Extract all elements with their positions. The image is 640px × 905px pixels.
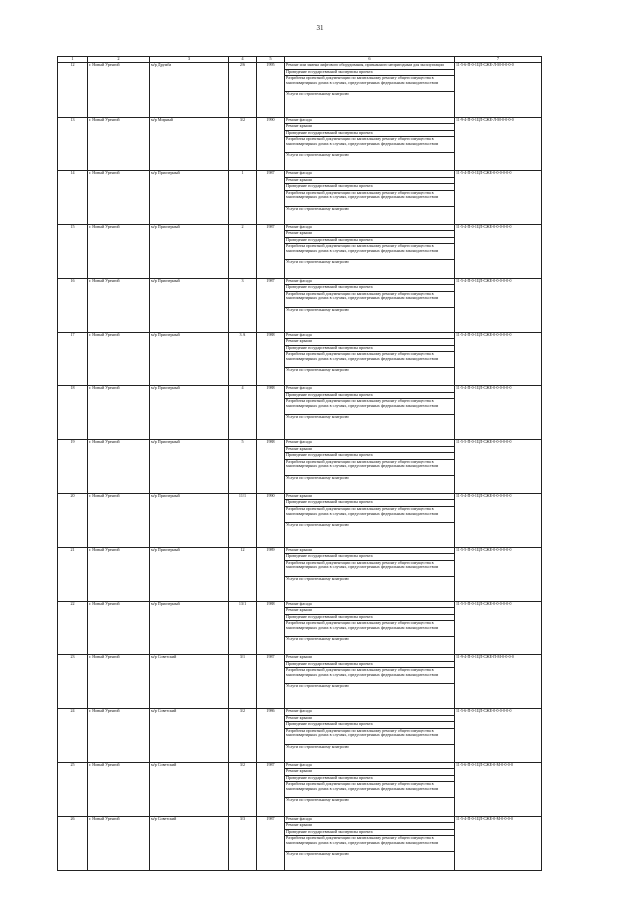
- address-cell: м/р Советский: [150, 655, 229, 709]
- city-cell: г. Новый Уренгой: [88, 493, 150, 547]
- house-number-cell: 3/1: [229, 655, 257, 709]
- work-item: Услуги по строительному контролю: [286, 367, 349, 373]
- build-year-cell: 1988: [257, 332, 285, 386]
- code-cell: 11-9-4-П-0-1ЦЛ-СЖЕ-П-М-0-0-0-0: [455, 655, 542, 709]
- row-number: 15: [58, 224, 88, 278]
- row-number: 14: [58, 171, 88, 225]
- build-year-cell: 1990: [257, 493, 285, 547]
- works-cell: [285, 816, 455, 870]
- works-cell: [285, 63, 455, 118]
- works-cell: [285, 655, 455, 709]
- code-cell: 11-5-5-П-0-1ЦЛ-СЖЕ-0-0-0-0-0-0: [455, 440, 542, 494]
- house-number-cell: 2: [229, 224, 257, 278]
- work-item: Услуги по строительному контролю: [286, 683, 349, 689]
- works-cell: [285, 440, 455, 494]
- work-item: Ремонт фасада: [285, 763, 454, 770]
- city-cell: г. Новый Уренгой: [88, 386, 150, 440]
- build-year-cell: 1995: [257, 63, 285, 118]
- work-item: Разработка проектной документации по капитальному ремонту общего имущества в многоквартирных домах в случаях, предусмотренных федеральным законодательством: [285, 292, 454, 308]
- work-item: Проведение государственной экспертизы проекта: [285, 776, 454, 783]
- work-item: Услуги по строительному контролю: [286, 306, 349, 312]
- work-item: Разработка проектной документации по капитальному ремонту общего имущества в многоквартирных домах в случаях, предусмотренных федеральным законодательством: [285, 561, 454, 577]
- works-cell: [285, 762, 455, 816]
- work-item: Разработка проектной документации по капитальному ремонту общего имущества в многоквартирных домах в случаях, предусмотренных федеральным законодательством: [285, 244, 454, 260]
- address-cell: м/р Дружба: [150, 63, 229, 118]
- work-item: Ремонт фасада: [285, 118, 454, 125]
- work-item: Проведение государственной экспертизы проекта: [285, 500, 454, 507]
- work-item: Проведение государственной экспертизы проекта: [285, 722, 454, 729]
- work-item: Проведение государственной экспертизы проекта: [285, 662, 454, 669]
- code-cell: 11-5-4-П-0-1ЦЛ-СЖЕ-0-0-0-0-0-0: [455, 386, 542, 440]
- work-item: Проведение государственной экспертизы проекта: [285, 554, 454, 561]
- works-cell: [285, 386, 455, 440]
- work-item: Ремонт крыши: [285, 231, 454, 238]
- address-cell: м/р Приозерный: [150, 278, 229, 332]
- works-cell: [285, 601, 455, 655]
- build-year-cell: 1990: [257, 117, 285, 171]
- work-item: Ремонт крыши: [285, 494, 454, 501]
- city-cell: г. Новый Уренгой: [88, 655, 150, 709]
- build-year-cell: 1988: [257, 440, 285, 494]
- city-cell: г. Новый Уренгой: [88, 709, 150, 763]
- table-row: [58, 386, 542, 440]
- code-cell: 11-5-5-П-0-1ЦЛ-СЖЕ-0-0-0-0-0-0: [455, 547, 542, 601]
- work-item: Услуги по строительному контролю: [286, 851, 349, 857]
- work-item: Проведение государственной экспертизы проекта: [285, 393, 454, 400]
- work-item: Ремонт фасада: [285, 602, 454, 609]
- row-number: 21: [58, 547, 88, 601]
- work-item: Ремонт фасада: [285, 817, 454, 824]
- build-year-cell: 1986: [257, 709, 285, 763]
- code-cell: 11-5-4-П-0-1ЦЛ-СЖЕ-0-М-0-0-0-0: [455, 816, 542, 870]
- work-item: Ремонт фасада: [285, 440, 454, 447]
- work-item: Проведение государственной экспертизы проекта: [285, 238, 454, 245]
- work-item: Ремонт фасада: [285, 279, 454, 286]
- table-row: [58, 709, 542, 763]
- house-number-cell: 3/2: [229, 709, 257, 763]
- table-row: [58, 440, 542, 494]
- table-row: [58, 171, 542, 225]
- table-row: [58, 493, 542, 547]
- row-number: 24: [58, 709, 88, 763]
- work-item: Проведение государственной экспертизы проекта: [285, 285, 454, 292]
- row-number: 25: [58, 762, 88, 816]
- work-item: Разработка проектной документации по капитальному ремонту общего имущества в многоквартирных домах в случаях, предусмотренных федеральным законодательством: [285, 668, 454, 684]
- work-item: Услуги по строительному контролю: [286, 414, 349, 420]
- work-item: Проведение государственной экспертизы проекта: [285, 615, 454, 622]
- table-row: [58, 547, 542, 601]
- column-header: 5: [257, 57, 285, 63]
- build-year-cell: 1988: [257, 601, 285, 655]
- build-year-cell: 1988: [257, 386, 285, 440]
- work-item: Разработка проектной документации по капитальному ремонту общего имущества в многоквартирных домах в случаях, предусмотренных федеральным законодательством: [285, 399, 454, 415]
- table-row: [58, 117, 542, 171]
- table-row: [58, 816, 542, 870]
- address-cell: м/р Приозерный: [150, 332, 229, 386]
- work-item: Разработка проектной документации по капитальному ремонту общего имущества в многоквартирных домах в случаях, предусмотренных федеральным законодательством: [285, 836, 454, 852]
- house-number-cell: 12: [229, 547, 257, 601]
- house-number-cell: 2/6: [229, 63, 257, 118]
- row-number: 18: [58, 386, 88, 440]
- code-cell: 11-5-5-П-0-1ЦЛ-СЖЕ-0-0-0-0-0-0: [455, 601, 542, 655]
- work-item: Ремонт крыши: [285, 548, 454, 555]
- house-number-cell: 13/1: [229, 601, 257, 655]
- code-cell: 11-5-6-П-0-1ЦЛ-СЖЕ-0-0-0-0-0-0: [455, 709, 542, 763]
- build-year-cell: 1987: [257, 816, 285, 870]
- house-number-cell: 3/2: [229, 117, 257, 171]
- house-number-cell: 11/1: [229, 493, 257, 547]
- city-cell: г. Новый Уренгой: [88, 63, 150, 118]
- work-item: Проведение государственной экспертизы проекта: [285, 70, 454, 77]
- works-cell: [285, 224, 455, 278]
- work-item: Ремонт фасада: [285, 225, 454, 232]
- work-item: Услуги по строительному контролю: [286, 636, 349, 642]
- address-cell: м/р Мирный: [150, 117, 229, 171]
- work-item: Ремонт крыши: [285, 178, 454, 185]
- work-item: Проведение государственной экспертизы проекта: [285, 453, 454, 460]
- work-item: Ремонт фасада: [285, 171, 454, 178]
- house-number-cell: 3/3: [229, 816, 257, 870]
- house-number-cell: 5: [229, 440, 257, 494]
- works-cell: [285, 493, 455, 547]
- work-item: Услуги по строительному контролю: [286, 521, 349, 527]
- work-item: Услуги по строительному контролю: [286, 152, 349, 157]
- works-cell: [285, 171, 455, 225]
- address-cell: м/р Приозерный: [150, 547, 229, 601]
- work-item: Ремонт или замена лифтового оборудования, признанного непригодным для эксплуатации: [285, 63, 454, 70]
- work-item: Проведение государственной экспертизы проекта: [285, 830, 454, 837]
- work-item: Разработка проектной документации по капитальному ремонту общего имущества в многоквартирных домах в случаях, предусмотренных федеральным законодательством: [285, 191, 454, 207]
- work-item: Разработка проектной документации по капитальному ремонту общего имущества в многоквартирных домах в случаях, предусмотренных федеральным законодательством: [285, 729, 454, 745]
- city-cell: г. Новый Уренгой: [88, 332, 150, 386]
- build-year-cell: 1987: [257, 762, 285, 816]
- work-item: Ремонт крыши: [285, 655, 454, 662]
- work-item: Услуги по строительному контролю: [286, 91, 349, 96]
- works-cell: [285, 278, 455, 332]
- address-cell: м/р Приозерный: [150, 493, 229, 547]
- row-number: 17: [58, 332, 88, 386]
- city-cell: г. Новый Уренгой: [88, 117, 150, 171]
- repair-register-table: [57, 56, 542, 871]
- column-header: 3: [150, 57, 229, 63]
- address-cell: м/р Приозерный: [150, 224, 229, 278]
- address-cell: м/р Советский: [150, 762, 229, 816]
- build-year-cell: 1987: [257, 655, 285, 709]
- code-cell: 11-5-4-П-0-1ЦЛ-СЖЕ-0-0-0-0-0-0: [455, 224, 542, 278]
- column-header: 1: [58, 57, 88, 63]
- row-number: 22: [58, 601, 88, 655]
- work-item: Ремонт фасада: [285, 386, 454, 393]
- city-cell: г. Новый Уренгой: [88, 816, 150, 870]
- work-item: Разработка проектной документации по капитальному ремонту общего имущества в многоквартирных домах в случаях, предусмотренных федеральным законодательством: [285, 76, 454, 92]
- work-item: Ремонт фасада: [285, 333, 454, 340]
- code-cell: 11-5-4-П-0-1ЦЛ-СЖЕ-0-0-0-0-0-0: [455, 171, 542, 225]
- build-year-cell: 1987: [257, 278, 285, 332]
- row-number: 19: [58, 440, 88, 494]
- work-item: Ремонт крыши: [285, 447, 454, 454]
- work-item: Разработка проектной документации по капитальному ремонту общего имущества в многоквартирных домах в случаях, предусмотренных федеральным законодательством: [285, 352, 454, 368]
- address-cell: м/р Советский: [150, 816, 229, 870]
- work-item: Ремонт крыши: [285, 716, 454, 723]
- house-number-cell: 3/2: [229, 762, 257, 816]
- row-number: 20: [58, 493, 88, 547]
- house-number-cell: 1: [229, 171, 257, 225]
- table-row: [58, 601, 542, 655]
- work-item: Ремонт крыши: [285, 823, 454, 830]
- work-item: Услуги по строительному контролю: [286, 205, 349, 211]
- address-cell: м/р Приозерный: [150, 386, 229, 440]
- table-row: [58, 224, 542, 278]
- city-cell: г. Новый Уренгой: [88, 762, 150, 816]
- row-number: 12: [58, 63, 88, 118]
- city-cell: г. Новый Уренгой: [88, 171, 150, 225]
- column-header: 4: [229, 57, 257, 63]
- works-cell: [285, 709, 455, 763]
- code-cell: 11-9-4-П-0-1ЦЛ-СЖЕ-Л-М-0-0-0-0: [455, 117, 542, 171]
- address-cell: м/р Советский: [150, 709, 229, 763]
- city-cell: г. Новый Уренгой: [88, 224, 150, 278]
- work-item: Ремонт фасада: [285, 709, 454, 716]
- works-cell: [285, 547, 455, 601]
- code-cell: 11-5-6-П-0-1ЦЛ-СЖЕ-Л-М-0-0-0-0: [455, 63, 542, 118]
- work-item: Ремонт крыши: [285, 124, 454, 131]
- work-item: Услуги по строительному контролю: [286, 743, 349, 749]
- code-cell: 11-5-4-П-0-1ЦЛ-СЖЕ-0-0-0-0-0-0: [455, 332, 542, 386]
- city-cell: г. Новый Уренгой: [88, 601, 150, 655]
- table-row: [58, 63, 542, 118]
- city-cell: г. Новый Уренгой: [88, 440, 150, 494]
- build-year-cell: 1989: [257, 547, 285, 601]
- work-item: Услуги по строительному контролю: [286, 797, 349, 803]
- work-item: Разработка проектной документации по капитальному ремонту общего имущества в многоквартирных домах в случаях, предусмотренных федеральным законодательством: [285, 782, 454, 798]
- work-item: Разработка проектной документации по капитальному ремонту общего имущества в многоквартирных домах в случаях, предусмотренных федеральным законодательством: [285, 621, 454, 637]
- column-header: 7: [455, 57, 542, 63]
- address-cell: м/р Приозерный: [150, 601, 229, 655]
- code-cell: 11-5-4-П-0-1ЦЛ-СЖЕ-0-0-0-0-0-0: [455, 493, 542, 547]
- table-row: [58, 278, 542, 332]
- row-number: 26: [58, 816, 88, 870]
- city-cell: г. Новый Уренгой: [88, 547, 150, 601]
- table-row: [58, 762, 542, 816]
- work-item: Проведение государственной экспертизы проекта: [285, 131, 454, 138]
- work-item: Услуги по строительному контролю: [286, 259, 349, 265]
- address-cell: м/р Приозерный: [150, 440, 229, 494]
- page-number: 31: [316, 24, 324, 32]
- build-year-cell: 1987: [257, 171, 285, 225]
- house-number-cell: 3: [229, 278, 257, 332]
- work-item: Разработка проектной документации по капитальному ремонту общего имущества в многоквартирных домах в случаях, предусмотренных федеральным законодательством: [285, 507, 454, 523]
- row-number: 13: [58, 117, 88, 171]
- row-number: 23: [58, 655, 88, 709]
- work-item: Услуги по строительному контролю: [286, 474, 349, 480]
- house-number-cell: 3 А: [229, 332, 257, 386]
- table-row: [58, 655, 542, 709]
- work-item: Ремонт крыши: [285, 769, 454, 776]
- city-cell: г. Новый Уренгой: [88, 278, 150, 332]
- table-row: [58, 332, 542, 386]
- work-item: Услуги по строительному контролю: [286, 575, 349, 581]
- works-cell: [285, 332, 455, 386]
- address-cell: м/р Приозерный: [150, 171, 229, 225]
- work-item: Ремонт крыши: [285, 339, 454, 346]
- work-item: Ремонт крыши: [285, 608, 454, 615]
- works-cell: [285, 117, 455, 171]
- work-item: Проведение государственной экспертизы проекта: [285, 184, 454, 191]
- code-cell: 11-5-6-П-0-1ЦЛ-СЖЕ-0-М-0-0-0-0: [455, 762, 542, 816]
- column-header: 2: [88, 57, 150, 63]
- build-year-cell: 1987: [257, 224, 285, 278]
- work-item: Разработка проектной документации по капитальному ремонту общего имущества в многоквартирных домах в случаях, предусмотренных федеральным законодательством: [285, 137, 454, 153]
- house-number-cell: 4: [229, 386, 257, 440]
- work-item: Разработка проектной документации по капитальному ремонту общего имущества в многоквартирных домах в случаях, предусмотренных федеральным законодательством: [285, 460, 454, 476]
- code-cell: 11-5-4-П-0-1ЦЛ-СЖЕ-0-0-0-0-0-0: [455, 278, 542, 332]
- row-number: 16: [58, 278, 88, 332]
- column-header: 6: [285, 57, 455, 63]
- work-item: Проведение государственной экспертизы проекта: [285, 346, 454, 353]
